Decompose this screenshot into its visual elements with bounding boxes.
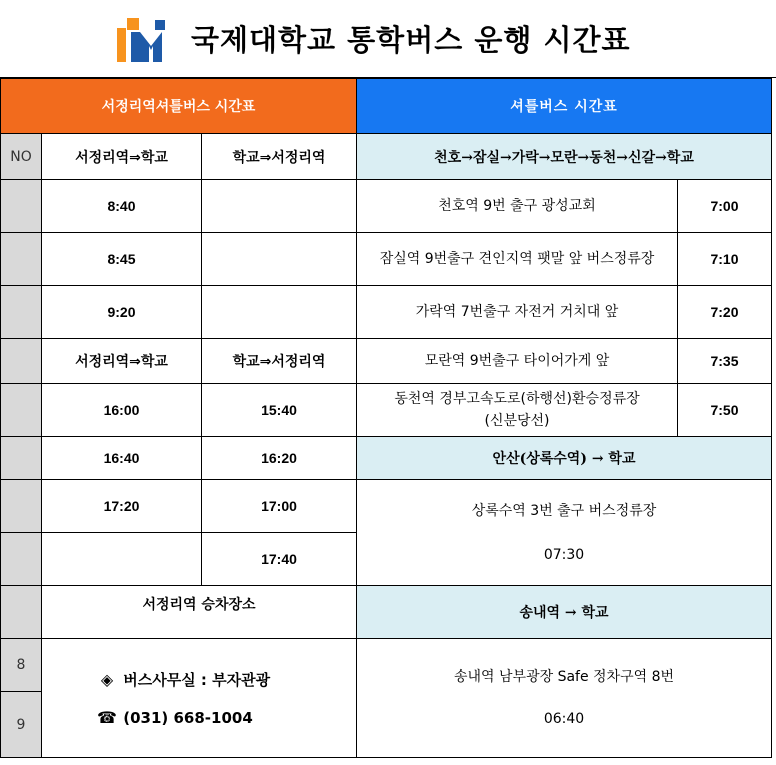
to-school-time: 8:40 xyxy=(42,180,202,233)
row-number xyxy=(1,180,42,233)
bus-office-text: 버스사무실 : 부자관광 xyxy=(123,671,271,689)
schedule-table xyxy=(0,78,772,758)
to-school-time: 17:20 xyxy=(42,480,202,533)
row-number xyxy=(1,233,42,286)
route2-title: 안산(상록수역) → 학교 xyxy=(357,437,772,480)
route3-info xyxy=(357,639,772,758)
university-logo-icon xyxy=(113,14,169,68)
route1-stop: 모란역 9번출구 타이어가게 앞 xyxy=(357,339,678,384)
route1-stop-line2: (신분당선) xyxy=(484,413,550,429)
from-school-time: 16:20 xyxy=(202,437,357,480)
from-school-time: 17:00 xyxy=(202,480,357,533)
route1-title: 천호→잠실→가락→모란→동천→신갈→학교 xyxy=(357,134,772,180)
phone-icon: ☎ xyxy=(97,708,117,727)
route1-time: 7:20 xyxy=(678,286,772,339)
shuttle-header: 셔틀버스 시간표 xyxy=(357,79,772,134)
bus-office-info xyxy=(42,639,357,758)
row-number xyxy=(1,533,42,586)
from-school-time: 15:40 xyxy=(202,384,357,437)
row-number xyxy=(1,339,42,384)
route3-time: 06:40 xyxy=(543,711,585,727)
route2-stop: 상록수역 3번 출구 버스정류장 xyxy=(471,502,657,519)
boarding-location-label: 서정리역 승차장소 xyxy=(42,586,357,639)
row-number xyxy=(1,480,42,533)
route1-time: 7:50 xyxy=(678,384,772,437)
to-school-time: 9:20 xyxy=(42,286,202,339)
title-bar xyxy=(0,0,776,78)
phone-number: (031) 668-1004 xyxy=(123,709,253,727)
from-school-time xyxy=(202,286,357,339)
row-number xyxy=(1,437,42,480)
from-school-column-header: 학교⇒서정리역 xyxy=(202,339,357,384)
route2-info xyxy=(357,480,772,586)
route1-time: 7:10 xyxy=(678,233,772,286)
to-school-column-header: 서정리역⇒학교 xyxy=(42,134,202,180)
from-school-time xyxy=(202,180,357,233)
row-number xyxy=(1,384,42,437)
route2-time: 07:30 xyxy=(543,546,585,563)
to-school-time: 8:45 xyxy=(42,233,202,286)
from-school-time xyxy=(202,233,357,286)
from-school-column-header: 학교⇒서정리역 xyxy=(202,134,357,180)
row-number xyxy=(1,586,42,639)
page-title: 국제대학교 통학버스 운행 시간표 xyxy=(191,23,631,57)
bus-office-line xyxy=(42,669,356,690)
from-school-time: 17:40 xyxy=(202,533,357,586)
route1-time: 7:00 xyxy=(678,180,772,233)
row-number xyxy=(1,286,42,339)
diamond-icon: ◈ xyxy=(100,670,114,689)
route1-stop xyxy=(357,384,678,437)
row-number: 9 xyxy=(1,692,42,758)
to-school-time xyxy=(42,533,202,586)
seojeongri-header: 서정리역셔틀버스 시간표 xyxy=(1,79,357,134)
route1-stop: 천호역 9번 출구 광성교회 xyxy=(357,180,678,233)
route1-stop: 잠실역 9번출구 견인지역 팻말 앞 버스정류장 xyxy=(357,233,678,286)
no-column-header: NO xyxy=(1,134,42,180)
to-school-column-header: 서정리역⇒학교 xyxy=(42,339,202,384)
route1-stop-line1: 동천역 경부고속도로(하행선)환승정류장 xyxy=(394,391,640,407)
route1-stop: 가락역 7번출구 자전거 거치대 앞 xyxy=(357,286,678,339)
route3-title: 송내역 → 학교 xyxy=(357,586,772,639)
to-school-time: 16:00 xyxy=(42,384,202,437)
row-number: 8 xyxy=(1,639,42,692)
to-school-time: 16:40 xyxy=(42,437,202,480)
route1-time: 7:35 xyxy=(678,339,772,384)
phone-line xyxy=(42,708,356,727)
route3-stop: 송내역 남부광장 Safe 정차구역 8번 xyxy=(454,669,675,685)
